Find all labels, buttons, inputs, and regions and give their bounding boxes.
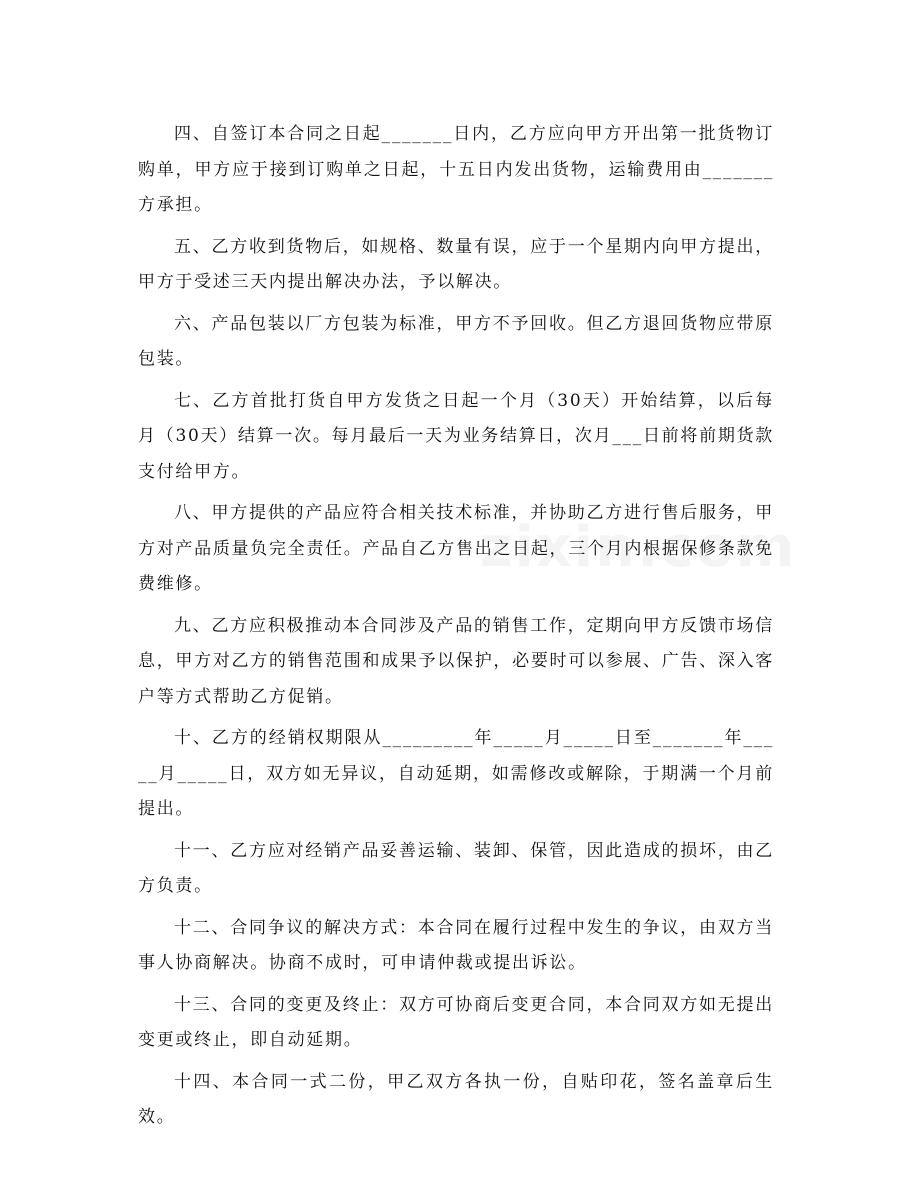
clause-6: 六、产品包装以厂方包装为标准，甲方不予回收。但乙方退回货物应带原包装。	[138, 313, 774, 369]
clause-10: 十、乙方的经销权期限从_________年_____月_____日至_______年_____月_____日，双方如无异议，自动延期，如需修改或解除，于期满一个月前提出。	[138, 728, 774, 819]
clause-12: 十二、合同争议的解决方式：本合同在履行过程中发生的争议，由双方当事人协商解决。协商不成时，可申请仲裁或提出诉讼。	[138, 917, 774, 973]
clause-7: 七、乙方首批打货自甲方发货之日起一个月（30天）开始结算，以后每月（30天）结算一次。每月最后一天为业务结算日，次月___日前将前期货款支付给甲方。	[138, 390, 774, 482]
clause-14: 十四、本合同一式二份，甲乙双方各执一份，自贴印花，签名盖章后生效。	[138, 1071, 774, 1127]
clause-13: 十三、合同的变更及终止：双方可协商后变更合同，本合同双方如无提出变更或终止，即自动延期。	[138, 994, 774, 1050]
clause-4: 四、自签订本合同之日起_______日内，乙方应向甲方开出第一批货物订购单，甲方应于接到订购单之日起，十五日内发出货物，运输费用由_______方承担。	[138, 124, 774, 215]
clause-11: 十一、乙方应对经销产品妥善运输、装卸、保管，因此造成的损坏，由乙方负责。	[138, 840, 774, 896]
contract-body	[138, 117, 774, 1142]
clause-5: 五、乙方收到货物后，如规格、数量有误，应于一个星期内向甲方提出，甲方于受述三天内提出解决办法，予以解决。	[138, 236, 774, 292]
clause-9: 九、乙方应积极推动本合同涉及产品的销售工作，定期向甲方反馈市场信息，甲方对乙方的销售范围和成果予以保护，必要时可以参展、广告、深入客户等方式帮助乙方促销。	[138, 615, 774, 707]
clause-8: 八、甲方提供的产品应符合相关技术标准，并协助乙方进行售后服务，甲方对产品质量负完全责任。产品自乙方售出之日起，三个月内根据保修条款免费维修。	[138, 503, 774, 594]
